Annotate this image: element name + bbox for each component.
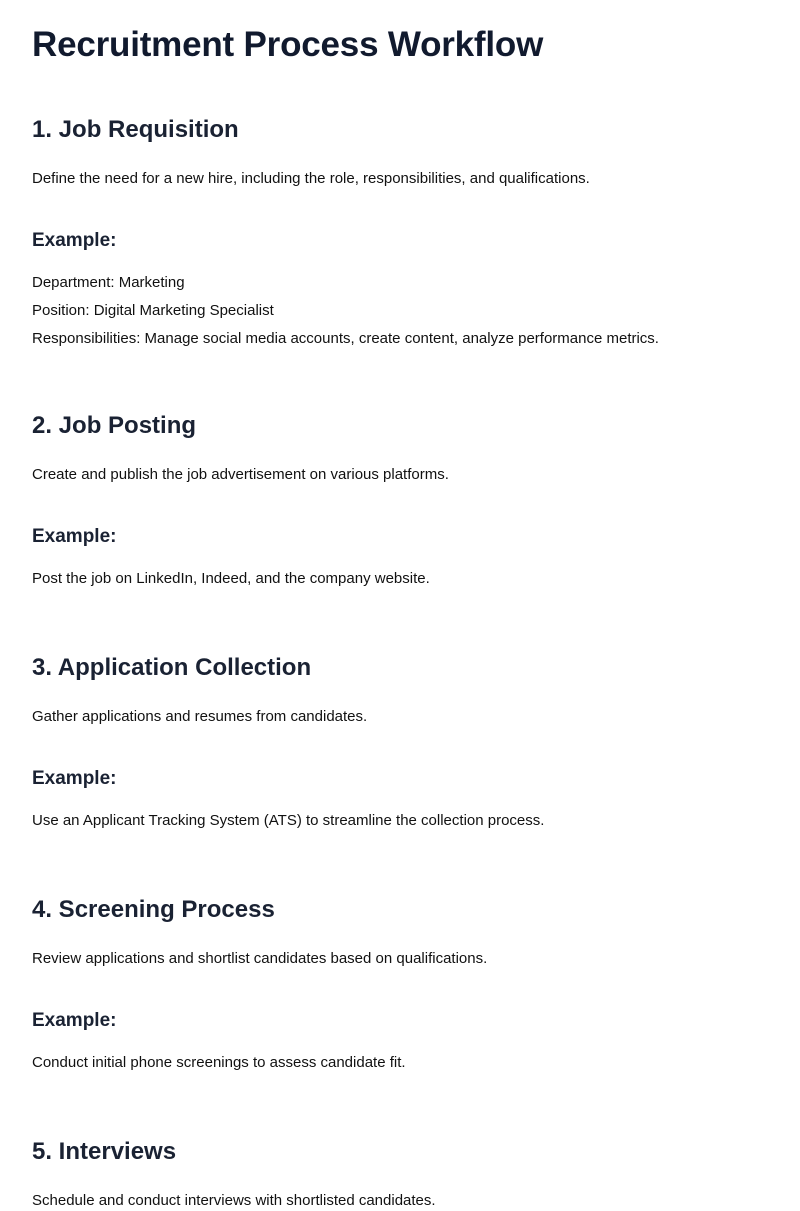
example-line: Department: Marketing (32, 274, 185, 291)
section-job-requisition (32, 115, 768, 353)
example-body (32, 807, 768, 835)
example-body (32, 1049, 768, 1077)
section-description: Review applications and shortlist candidates based on qualifications. (32, 950, 488, 967)
section-description: Create and publish the job advertisement on various platforms. (32, 466, 449, 483)
section-application-collection (32, 653, 768, 835)
section-description: Schedule and conduct interviews with shortlisted candidates. (32, 1192, 436, 1209)
section-heading: 2. Job Posting (32, 412, 197, 439)
section-heading: 4. Screening Process (32, 896, 275, 923)
section-heading: 3. Application Collection (32, 654, 312, 681)
section-heading: 1. Job Requisition (32, 116, 239, 143)
section-heading: 5. Interviews (32, 1138, 177, 1165)
example-body (32, 565, 768, 593)
section-description: Gather applications and resumes from candidates. (32, 708, 368, 725)
example-heading: Example: (32, 768, 117, 789)
example-line: Responsibilities: Manage social media accounts, create content, analyze performance metrics. (32, 330, 659, 347)
section-screening-process (32, 895, 768, 1077)
section-description: Define the need for a new hire, including the role, responsibilities, and qualifications. (32, 170, 590, 187)
example-heading: Example: (32, 1010, 117, 1031)
page-title: Recruitment Process Workflow (32, 25, 544, 64)
example-line: Conduct initial phone screenings to assess candidate fit. (32, 1054, 406, 1071)
example-body (32, 269, 768, 353)
example-line: Position: Digital Marketing Specialist (32, 302, 274, 319)
section-job-posting (32, 411, 768, 593)
example-heading: Example: (32, 526, 117, 547)
example-line: Post the job on LinkedIn, Indeed, and the company website. (32, 570, 430, 587)
example-line: Use an Applicant Tracking System (ATS) to streamline the collection process. (32, 812, 545, 829)
example-heading: Example: (32, 230, 117, 251)
